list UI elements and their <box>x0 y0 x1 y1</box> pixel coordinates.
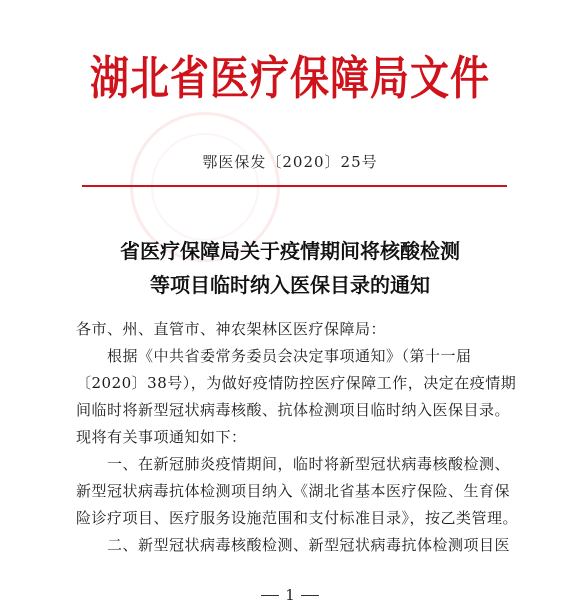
red-separator-line <box>82 185 507 187</box>
issuer-header-title: 湖北省医疗保障局文件 <box>89 51 490 106</box>
footer-dash-right <box>301 595 319 596</box>
body-paragraph-1: 根据《中共省委常务委员会决定事项通知》（第十一届〔2020〕38号），为做好疫情防控医疗保障工作，决定在疫情期间临时将新型冠状病毒核酸、抗体检测项目临时纳入医保目录。现将有关事项通知如下： <box>76 347 517 446</box>
notice-title-line-2: 等项目临时纳入医保目录的通知 <box>150 273 430 297</box>
notice-title <box>0 234 580 302</box>
body-text <box>76 316 522 559</box>
notice-title-line-1: 省医疗保障局关于疫情期间将核酸检测 <box>120 239 460 263</box>
body-paragraph-3: 二、新型冠状病毒核酸检测、新型冠状病毒抗体检测项目医 <box>107 536 511 554</box>
recipients-line: 各市、州、直管市、神农架林区医疗保障局： <box>76 320 387 338</box>
body-paragraph-2: 一、在新冠肺炎疫情期间，临时将新型冠状病毒核酸检测、新型冠状病毒抗体检测项目纳入《湖北省基本医疗保险、生育保险诊疗项目、医疗服务设施范围和支付标准目录》，按乙类管理。 <box>76 455 519 527</box>
footer-dash-left <box>261 595 279 596</box>
page-number: 1 <box>285 586 295 604</box>
document-number: 鄂医保发〔2020〕25号 <box>202 153 378 171</box>
page-footer <box>0 586 580 604</box>
